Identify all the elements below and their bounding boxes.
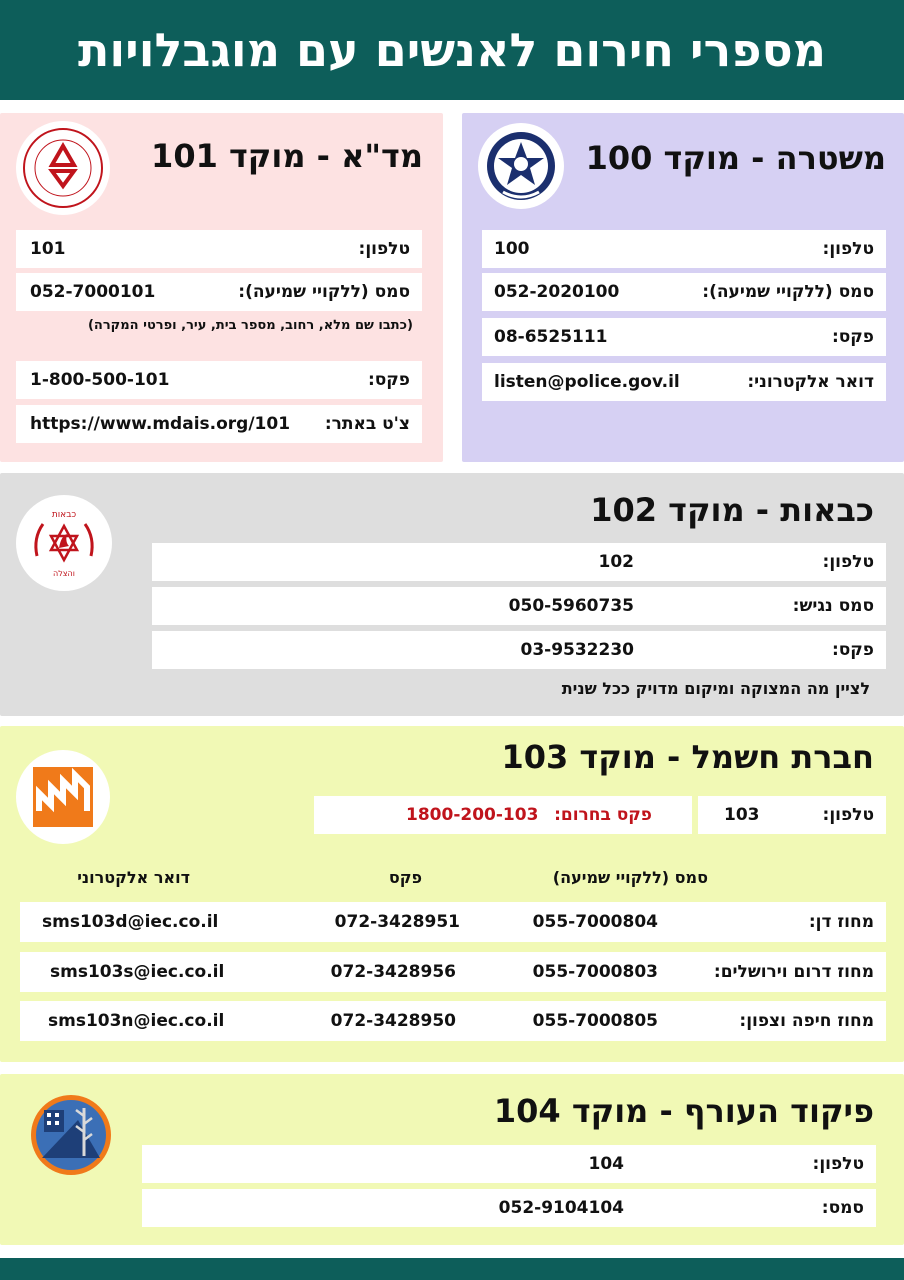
police-row-sms <box>482 273 886 311</box>
sms-value: 055-7000805 <box>532 1011 658 1031</box>
row-label: פקס: <box>831 327 874 347</box>
fire-title: כבאות - מוקד 102 <box>590 491 874 529</box>
page-title: מספרי חירום לאנשים עם מוגבלויות <box>77 23 827 77</box>
district-label: מחוז חיפה וצפון: <box>739 1011 874 1031</box>
row-label: דואר אלקטרוני: <box>747 372 874 392</box>
fax-value: 072-3428950 <box>330 1011 456 1031</box>
fire-row-phone <box>152 543 886 581</box>
fire-note: לציין מה המצוקה ומיקום מדויק ככל שנית <box>561 679 870 698</box>
fire-panel <box>0 473 904 716</box>
column-header-email: דואר אלקטרוני <box>77 868 190 887</box>
row-label: פקס: <box>831 640 874 660</box>
mda-row-phone <box>16 230 422 268</box>
row-value: 1800-200-103 <box>406 805 539 825</box>
row-value: 052-2020100 <box>494 282 620 302</box>
district-label: מחוז דרום וירושלים: <box>713 962 874 982</box>
fax-value: 072-3428956 <box>330 962 456 982</box>
mda-row-sms <box>16 273 422 311</box>
column-header-fax: פקס <box>388 868 422 887</box>
row-label: טלפון: <box>822 805 874 825</box>
electric-logo-icon <box>16 750 110 844</box>
mda-row-fax <box>16 361 422 399</box>
row-value: 03-9532230 <box>520 640 634 660</box>
fire-row-sms <box>152 587 886 625</box>
police-row-phone <box>482 230 886 268</box>
row-value: 08-6525111 <box>494 327 608 347</box>
mda-sms-note: (כתבו שם מלא, רחוב, מספר בית, עיר, ופרטי המקרה) <box>87 318 413 333</box>
row-label: סמס: <box>821 1198 864 1218</box>
police-row-email <box>482 363 886 401</box>
fire-logo-icon <box>16 495 112 591</box>
home-front-title: פיקוד העורף - מוקד 104 <box>493 1092 874 1130</box>
home-front-row-sms <box>142 1189 876 1227</box>
police-panel <box>462 113 904 462</box>
police-email-link[interactable]: listen@police.gov.il <box>494 372 680 392</box>
row-value: 100 <box>494 239 530 259</box>
table-row <box>20 1001 886 1041</box>
email-link[interactable]: sms103n@iec.co.il <box>48 1011 225 1031</box>
mda-chat-link[interactable]: https://www.mdais.org/101 <box>30 414 291 434</box>
police-logo-icon <box>478 123 564 209</box>
row-label: צ'ט באתר: <box>324 414 410 434</box>
fax-value: 072-3428951 <box>334 912 460 932</box>
row-label: טלפון: <box>822 552 874 572</box>
row-value: 102 <box>598 552 634 572</box>
district-label: מחוז דן: <box>808 912 874 932</box>
email-link[interactable]: sms103s@iec.co.il <box>50 962 225 982</box>
home-front-row-phone <box>142 1145 876 1183</box>
electric-panel <box>0 726 904 1062</box>
row-label: סמס (ללקויי שמיעה): <box>702 282 874 302</box>
row-label: טלפון: <box>812 1154 864 1174</box>
mda-logo-icon <box>16 121 110 215</box>
sms-value: 055-7000804 <box>532 912 658 932</box>
electric-emergency-fax-row <box>314 796 692 834</box>
electric-phone-row <box>698 796 886 834</box>
row-value: 104 <box>588 1154 624 1174</box>
row-label: פקס: <box>367 370 410 390</box>
page-header <box>0 0 904 100</box>
row-value: 052-7000101 <box>30 282 156 302</box>
row-label: טלפון: <box>358 239 410 259</box>
police-row-fax <box>482 318 886 356</box>
row-label: פקס בחרום: <box>554 805 652 825</box>
row-value: 103 <box>724 805 760 825</box>
column-header-sms: סמס (ללקויי שמיעה) <box>552 868 708 887</box>
sms-value: 055-7000803 <box>532 962 658 982</box>
home-front-logo-icon <box>26 1090 116 1180</box>
mda-panel <box>0 113 443 462</box>
fire-row-fax <box>152 631 886 669</box>
mda-title: מד"א - מוקד 101 <box>151 137 423 175</box>
row-value: 052-9104104 <box>498 1198 624 1218</box>
row-value: 101 <box>30 239 66 259</box>
row-value: 050-5960735 <box>508 596 634 616</box>
electric-title: חברת חשמל - מוקד 103 <box>501 738 874 776</box>
fire-logo-bottom: והצלה <box>53 569 75 578</box>
email-link[interactable]: sms103d@iec.co.il <box>42 912 219 932</box>
home-front-panel <box>0 1074 904 1245</box>
row-value: 1-800-500-101 <box>30 370 170 390</box>
row-label: טלפון: <box>822 239 874 259</box>
table-row <box>20 952 886 992</box>
page-footer-bar <box>0 1258 904 1280</box>
police-title: משטרה - מוקד 100 <box>585 139 886 177</box>
mda-row-chat <box>16 405 422 443</box>
fire-logo-top: כבאות <box>51 510 77 520</box>
table-row <box>20 902 886 942</box>
row-label: סמס (ללקויי שמיעה): <box>238 282 410 302</box>
row-label: סמס נגיש: <box>792 596 874 616</box>
